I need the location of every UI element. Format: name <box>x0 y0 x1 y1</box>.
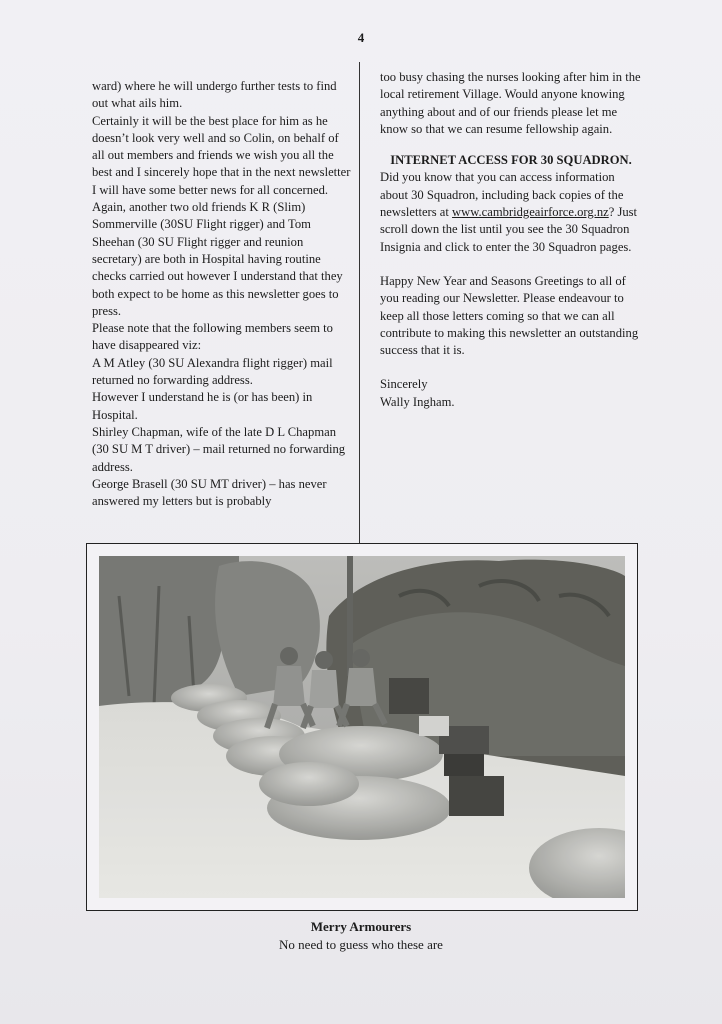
photo-illustration <box>99 556 625 898</box>
paragraph: too busy chasing the nurses looking after him in the local retirement Village. Would anyone knowing anything about and of our friends please let me know so that we can resume fellowship again. <box>380 70 641 136</box>
paragraph: Certainly it will be the best place for him as he doesn’t look very well and so Colin, on behalf of all out members and friends we wish you all the best and I sincerely hope that in the next newsletter I will have some better news for all concerned. <box>92 113 351 197</box>
internet-paragraph <box>380 169 642 255</box>
paragraph: A M Atley (30 SU Alexandra flight rigger) mail returned no forwarding address. <box>92 355 333 388</box>
photo-frame <box>86 543 638 911</box>
armourers-photo <box>99 556 625 898</box>
spacer <box>380 359 642 376</box>
internet-text-after: ? Just scroll down the list until you see the 30 Squadron Insignia and click to enter the 30 Squadron pages. <box>380 205 638 254</box>
internet-text-before: Did you know that you can access information about 30 Squadron, including back copies of the newsletters at <box>380 170 624 220</box>
paragraph: Shirley Chapman, wife of the late D L Chapman (30 SU M T driver) – mail returned no forwarding address. <box>92 424 346 474</box>
column-divider <box>359 62 360 546</box>
section-heading: INTERNET ACCESS FOR 30 SQUADRON. <box>390 153 632 168</box>
paragraph: Again, another two old friends K R (Slim) Sommerville (30SU Flight rigger) and Tom Sheehan (30 SU Flight rigger and reunion secretary) are both in Hospital having routine checks carried out however I understand that they both expect to be home as this newsletter goes to press. <box>92 200 343 318</box>
page-number: 4 <box>357 30 365 45</box>
paragraph: Please note that the following members seem to have disappeared viz: <box>92 321 333 353</box>
closing: Sincerely <box>380 377 428 392</box>
greetings-paragraph: Happy New Year and Seasons Greetings to all of you reading our Newsletter. Please endeavour to keep all those letters coming so that we can all contribute to making this newsletter an outstanding success that it is. <box>380 273 639 358</box>
paragraph: However I understand he is (or has been) in Hospital. <box>92 390 313 422</box>
paragraph: George Brasell (30 SU MT driver) – has never answered my letters but is probably <box>92 476 327 509</box>
paragraph: ward) where he will undergo further tests to find out what ails him. <box>92 79 337 111</box>
caption-title: Merry Armourers <box>310 919 412 934</box>
signature: Wally Ingham. <box>380 394 455 409</box>
right-column <box>380 69 642 411</box>
left-column <box>92 78 354 510</box>
caption-subtitle: No need to guess who these are <box>279 937 443 952</box>
spacer <box>380 256 642 273</box>
photo-caption <box>0 918 722 954</box>
website-link[interactable]: www.cambridgeairforce.org.nz <box>452 205 609 220</box>
